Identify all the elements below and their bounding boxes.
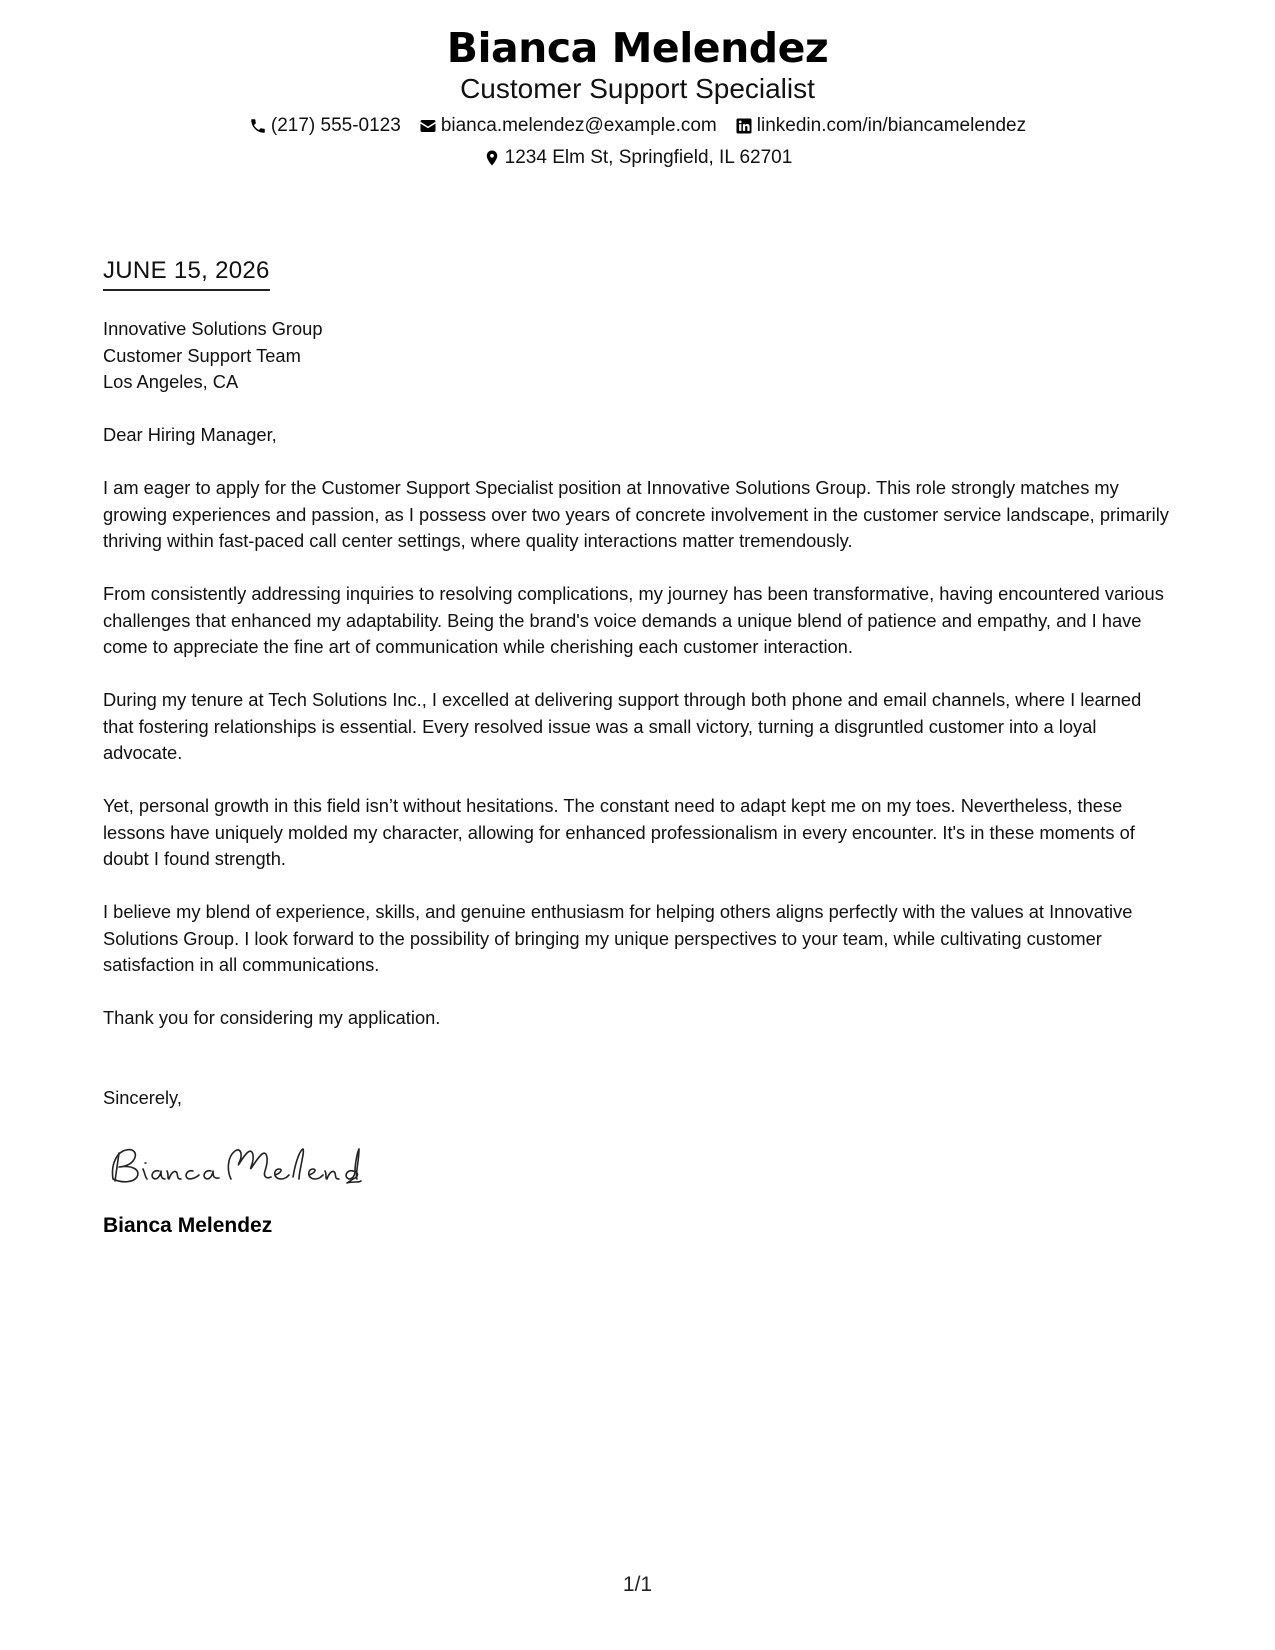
recipient-block — [103, 316, 1175, 396]
recipient-line: Innovative Solutions Group — [103, 318, 323, 339]
contact-email — [419, 114, 717, 138]
phone-number: (217) 555-0123 — [270, 115, 401, 136]
contact-linkedin — [735, 114, 1026, 138]
body-paragraph: Thank you for considering my application. — [103, 1007, 441, 1028]
applicant-name: Bianca Melendez — [446, 24, 829, 72]
email-address: bianca.melendez@example.com — [440, 115, 717, 136]
contact-phone — [249, 114, 401, 138]
contact-address — [483, 146, 793, 170]
letter-date: JUNE 15, 2026 — [103, 256, 270, 291]
body-paragraph: From consistently addressing inquiries to resolving complications, my journey has been transformative, having encountered various challenges that enhanced my adaptability. Being the brand's voice demands a unique blend of patience and empathy, and I have come to appreciate the fine art of communication while cherishing each customer interaction. — [103, 583, 1164, 657]
closing: Sincerely, — [103, 1086, 182, 1108]
body-paragraph: I am eager to apply for the Customer Support Specialist position at Innovative Solutions Group. This role strongly matches my growing experiences and passion, as I possess over two years of concrete involvement in the customer service landscape, primarily thriving within fast-paced call center settings, where quality interactions matter tremendously. — [103, 477, 1169, 551]
body-paragraph: Yet, personal growth in this field isn’t without hesitations. The constant need to adapt kept me on my toes. Nevertheless, these lessons have uniquely molded my character, allowing for enhanced professionalism in every encounter. It's in these moments of doubt I found strength. — [103, 795, 1135, 869]
applicant-title: Customer Support Specialist — [460, 73, 815, 104]
signed-name: Bianca Melendez — [103, 1214, 273, 1237]
linkedin-url: linkedin.com/in/biancamelendez — [756, 115, 1027, 136]
street-address: 1234 Elm St, Springfield, IL 62701 — [504, 147, 793, 168]
handwritten-signature — [103, 1141, 1175, 1191]
body-paragraph: During my tenure at Tech Solutions Inc., I excelled at delivering support through both phone and email channels, where I learned that fostering relationships is essential. Every resolved issue was a small victory, turning a disgruntled customer into a loyal advocate. — [103, 689, 1142, 763]
recipient-line: Customer Support Team — [103, 344, 301, 366]
body-paragraph: I believe my blend of experience, skills, and genuine enthusiasm for helping others aligns perfectly with the values at Innovative Solutions Group. I look forward to the possibility of bringing my unique perspectives to your team, while cultivating customer satisfaction in all communications. — [103, 901, 1133, 975]
address-row — [0, 146, 1275, 170]
letter-header — [0, 22, 1275, 170]
contact-row — [0, 114, 1275, 138]
salutation: Dear Hiring Manager, — [103, 424, 277, 445]
map-pin-icon — [483, 149, 501, 167]
phone-icon — [249, 117, 267, 135]
linkedin-icon — [735, 117, 753, 135]
letter-body — [103, 316, 1175, 1239]
recipient-line: Los Angeles, CA — [103, 371, 239, 392]
page-number: 1/1 — [622, 1573, 653, 1596]
envelope-icon — [419, 117, 437, 135]
